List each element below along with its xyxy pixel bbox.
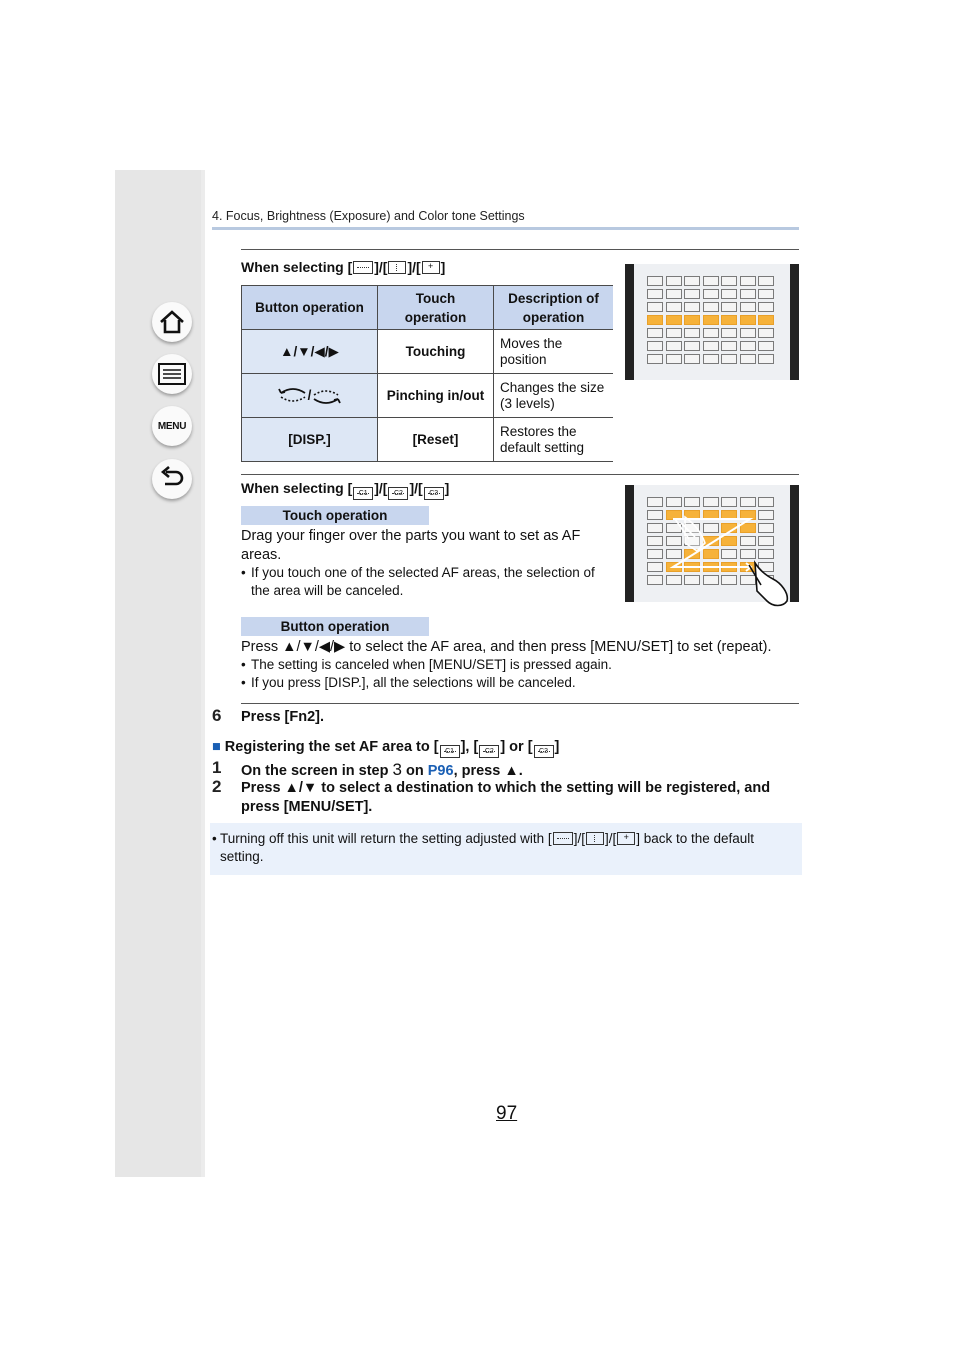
button-bullet: If you press [DISP.], all the selections will be canceled. xyxy=(251,675,576,690)
af-cell xyxy=(740,315,756,325)
breadcrumb-underline xyxy=(212,227,799,230)
sidebar-edge xyxy=(201,170,205,1177)
table-header: Touch operation xyxy=(378,286,494,330)
af-zone-horizontal-icon xyxy=(353,261,373,274)
table-header: Button operation xyxy=(242,286,378,330)
rear-dial-right-icon xyxy=(311,387,341,405)
step-text: On the screen in step 3 on P96, press ▲. xyxy=(241,760,523,779)
af-cell xyxy=(666,341,682,351)
af-cell xyxy=(721,315,737,325)
af-cell xyxy=(721,289,737,299)
af-grid xyxy=(647,276,774,364)
af-cell xyxy=(684,302,700,312)
af-cell xyxy=(647,302,663,312)
button-operation-text: Press ▲/▼/◀/▶ to select the AF area, and then press [MENU/SET] to set (repeat). xyxy=(241,639,772,655)
table-cell: ▲/▼/◀/▶ xyxy=(242,330,378,374)
rear-dial-left-icon xyxy=(278,387,308,405)
table-cell: [Reset] xyxy=(378,418,494,462)
af-zone-square-icon xyxy=(617,832,635,845)
af-cell xyxy=(758,328,774,338)
af-cell xyxy=(647,289,663,299)
square-bullet-icon: ■ xyxy=(212,739,221,755)
af-cell xyxy=(721,302,737,312)
section-divider xyxy=(241,249,799,250)
page-link[interactable]: P96 xyxy=(427,763,454,779)
af-cell xyxy=(666,289,682,299)
af-cell xyxy=(666,302,682,312)
custom-c3-icon: C3 xyxy=(424,487,444,500)
af-cell xyxy=(721,354,737,364)
button-operation-label: Button operation xyxy=(241,617,429,636)
table-cell: Moves the position xyxy=(494,330,614,374)
af-cell xyxy=(740,341,756,351)
step-text: Press [Fn2]. xyxy=(241,709,324,725)
af-zone-square-icon xyxy=(422,261,440,274)
custom-c1-icon: C1 xyxy=(440,745,460,758)
af-cell xyxy=(740,328,756,338)
menu-label: MENU xyxy=(157,420,187,432)
af-cell xyxy=(684,354,700,364)
af-cell xyxy=(703,302,719,312)
af-cell xyxy=(703,341,719,351)
af-cell xyxy=(758,315,774,325)
menu-button[interactable] xyxy=(152,406,192,446)
af-cell xyxy=(740,354,756,364)
af-area-screen-illustration xyxy=(625,264,799,380)
af-zone-vertical-icon xyxy=(586,832,604,845)
table-cell: Restores the default setting xyxy=(494,418,614,462)
touch-bullet: If you touch one of the selected AF areas, the selection of the area will be canceled. xyxy=(251,565,595,598)
af-cell xyxy=(703,276,719,286)
af-cell xyxy=(647,354,663,364)
af-cell xyxy=(703,315,719,325)
custom-c2-icon: C2 xyxy=(479,745,499,758)
af-cell xyxy=(740,302,756,312)
af-cell xyxy=(647,276,663,286)
step-text: Press ▲/▼ to select a destination to which the setting will be registered, and press [MENU/SET]. xyxy=(241,780,771,815)
af-cell xyxy=(721,328,737,338)
af-cell xyxy=(684,341,700,351)
touch-drag-illustration xyxy=(625,485,799,602)
section-divider xyxy=(241,474,799,475)
section-divider xyxy=(241,703,799,704)
dial-icons-cell: / xyxy=(242,374,378,418)
af-cell xyxy=(721,341,737,351)
home-button[interactable] xyxy=(152,302,192,342)
custom-c2-icon: C2 xyxy=(388,487,408,500)
touch-operation-label: Touch operation xyxy=(241,506,429,525)
af-cell xyxy=(684,315,700,325)
af-cell xyxy=(684,289,700,299)
table-row xyxy=(242,330,614,374)
custom-c1-icon: C1 xyxy=(353,487,373,500)
af-cell xyxy=(666,354,682,364)
af-cell xyxy=(758,302,774,312)
table-row xyxy=(242,418,614,462)
section2-heading: When selecting [ C1 ]/[ C2 ]/[ C3 ] xyxy=(241,480,449,500)
hand-touch-icon xyxy=(743,561,791,609)
back-button[interactable] xyxy=(152,459,192,499)
af-cell xyxy=(758,289,774,299)
table-cell: [DISP.] xyxy=(242,418,378,462)
af-zone-vertical-icon xyxy=(388,261,406,274)
breadcrumb: 4. Focus, Brightness (Exposure) and Color tone Settings xyxy=(212,209,525,223)
af-cell xyxy=(740,276,756,286)
step-number: 1 xyxy=(212,758,222,777)
table-row xyxy=(242,374,614,418)
table-cell: Changes the size (3 levels) xyxy=(494,374,614,418)
button-bullet: The setting is canceled when [MENU/SET] is pressed again. xyxy=(251,657,612,672)
step-number: 2 xyxy=(212,777,222,796)
register-heading: ■ Registering the set AF area to [ C1 ], [ C2 ] or [ C3 ] xyxy=(212,738,559,758)
af-cell xyxy=(684,276,700,286)
af-cell xyxy=(740,289,756,299)
af-cell xyxy=(703,289,719,299)
home-icon xyxy=(158,308,186,336)
af-cell xyxy=(703,328,719,338)
return-arrow-icon xyxy=(158,466,186,492)
af-cell xyxy=(647,328,663,338)
contents-button[interactable] xyxy=(152,354,192,394)
hand-start-icon xyxy=(667,513,727,558)
list-icon xyxy=(157,362,187,386)
af-cell xyxy=(647,315,663,325)
section1-heading: When selecting [ ]/[ ]/[+ ] xyxy=(241,259,445,275)
af-cell xyxy=(758,354,774,364)
page-number: 97 xyxy=(496,1103,518,1124)
custom-c3-icon: C3 xyxy=(534,745,554,758)
af-cell xyxy=(666,315,682,325)
table-cell: Pinching in/out xyxy=(378,374,494,418)
table-cell: Touching xyxy=(378,330,494,374)
operations-table xyxy=(241,285,613,462)
af-cell xyxy=(758,341,774,351)
af-zone-horizontal-icon xyxy=(553,832,573,845)
af-cell xyxy=(721,276,737,286)
af-cell xyxy=(666,276,682,286)
note-text: • Turning off this unit will return the setting adjusted with [ ]/[ ]/[+ ] back to the default setting. xyxy=(212,830,792,866)
touch-operation-text: Drag your finger over the parts you want to set as AF areas. xyxy=(241,528,581,563)
af-cell xyxy=(758,276,774,286)
af-cell xyxy=(684,328,700,338)
table-header: Description of operation xyxy=(494,286,614,330)
af-cell xyxy=(703,354,719,364)
step-number: 6 xyxy=(212,706,222,725)
af-cell xyxy=(647,341,663,351)
af-cell xyxy=(666,328,682,338)
